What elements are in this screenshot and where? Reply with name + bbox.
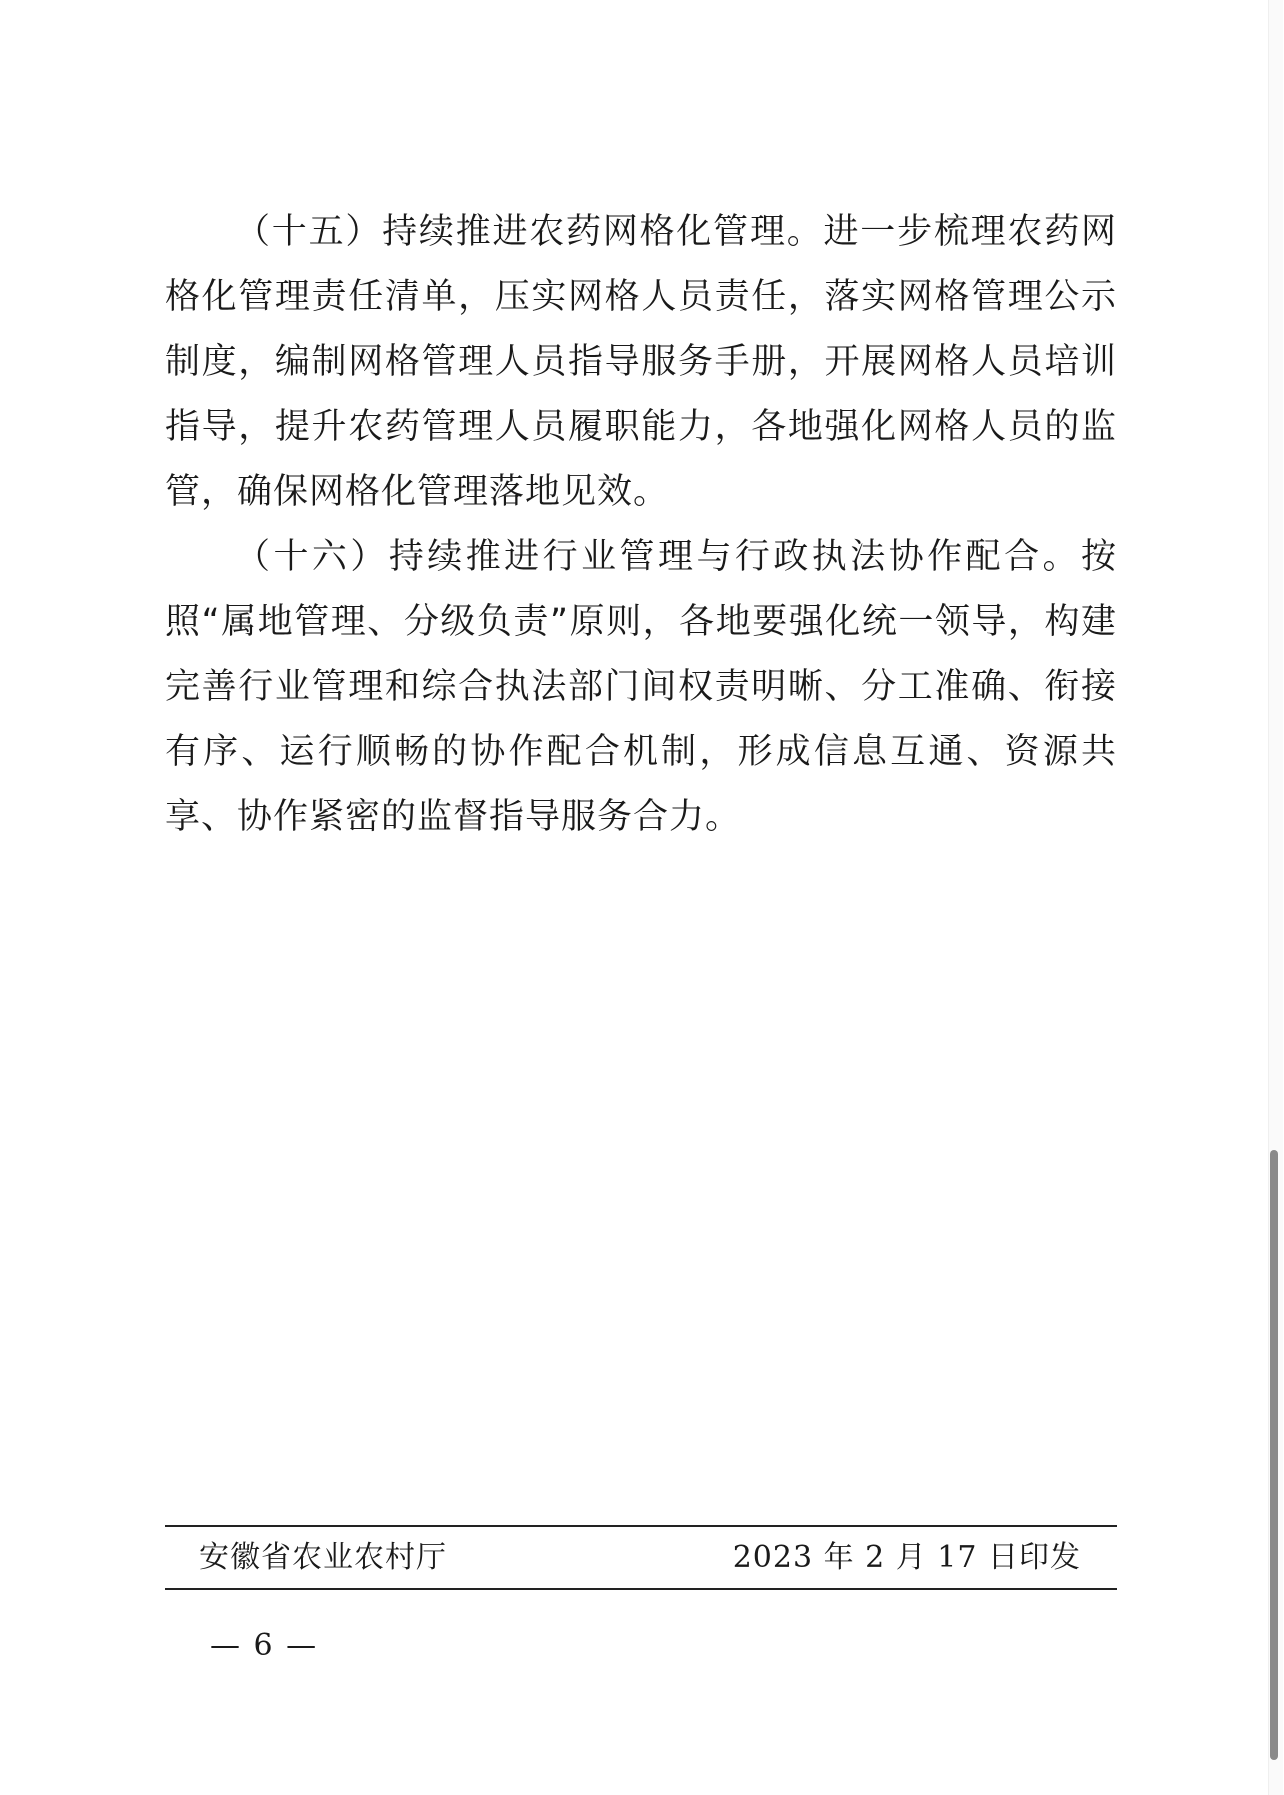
document-body (165, 200, 1117, 850)
footer-bottom-rule (165, 1588, 1117, 1590)
paragraph-sixteen: （十六）持续推进行业管理与行政执法协作配合。按照“属地管理、分级负责”原则，各地要强化统一领导，构建完善行业管理和综合执法部门间权责明晰、分工准确、衔接有序、运行顺畅的协作配合机制，形成信息互通、资源共享、协作紧密的监督指导服务合力。 (165, 537, 1117, 837)
footer-top-rule (165, 1525, 1117, 1527)
issuance-footer (165, 1532, 1117, 1584)
issue-date: 2023 年 2 月 17 日印发 (732, 1540, 1081, 1575)
page-number: — 6 — (210, 1628, 319, 1663)
scrollbar-thumb[interactable] (1270, 1150, 1278, 1760)
paragraph-fifteen: （十五）持续推进农药网格化管理。进一步梳理农药网格化管理责任清单，压实网格人员责任，落实网格管理公示制度，编制网格管理人员指导服务手册，开展网格人员培训指导，提升农药管理人员履职能力，各地强化网格人员的监管，确保网格化管理落地见效。 (165, 212, 1117, 512)
issuer-name: 安徽省农业农村厅 (199, 1540, 447, 1575)
